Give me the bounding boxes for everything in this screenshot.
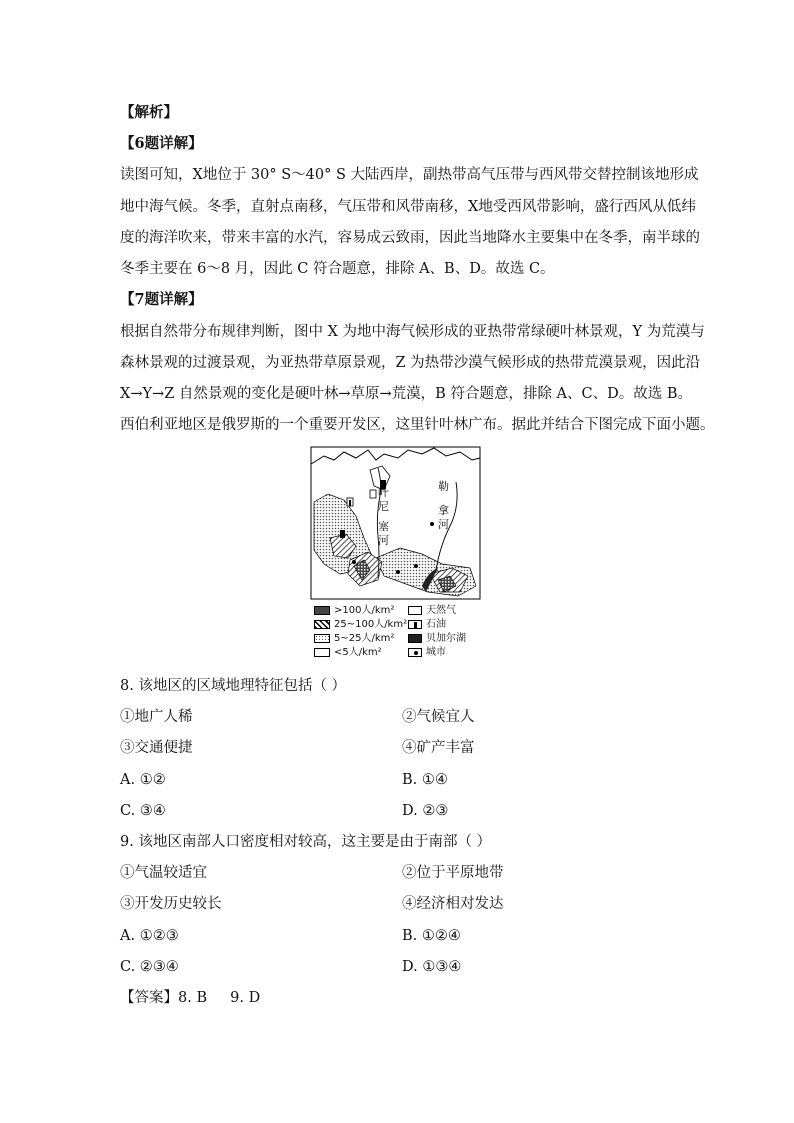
siberia-map bbox=[310, 446, 482, 664]
city-icon bbox=[396, 570, 400, 574]
legend-label: 贝加尔湖 bbox=[426, 633, 466, 644]
legend-label: 城市 bbox=[426, 647, 446, 658]
q9-choice-a: A. ①②③ bbox=[120, 928, 179, 944]
gas-icon bbox=[408, 606, 422, 615]
city-icon bbox=[352, 560, 356, 564]
q8-option: ③交通便捷 bbox=[120, 740, 193, 756]
q9-stem: 9. 该地区南部人口密度相对较高，这主要是由于南部（ ） bbox=[120, 834, 492, 850]
q9-choice-c: C. ②③④ bbox=[120, 959, 179, 975]
q7-line: 森林景观的过渡景观，为亚热带草原景观，Z 为热带沙漠气候形成的热带荒漠景观，因此沿 bbox=[120, 355, 701, 371]
q9-choice-d: D. ①③④ bbox=[402, 959, 462, 975]
legend-swatch-dots bbox=[314, 634, 330, 643]
legend-label: 5~25人/km² bbox=[334, 633, 395, 644]
city-icon bbox=[408, 648, 422, 657]
city-icon bbox=[430, 522, 434, 526]
intro-text: 西伯利亚地区是俄罗斯的一个重要开发区，这里针叶林广布。据此并结合下图完成下面小题。 bbox=[120, 417, 715, 433]
legend-label: 天然气 bbox=[426, 605, 456, 616]
q8-option: ①地广人稀 bbox=[120, 709, 193, 725]
q7-header: 【7题详解】 bbox=[120, 291, 203, 308]
yenisei-label: 叶 尼 塞 河 bbox=[378, 486, 389, 547]
oil-icon bbox=[340, 530, 345, 538]
q7-line: 根据自然带分布规律判断，图中 X 为地中海气候形成的亚热带常绿硬叶林景观，Y 为荒漠与 bbox=[120, 324, 705, 340]
legend-swatch-blank bbox=[314, 648, 330, 657]
gas-icon bbox=[370, 490, 376, 498]
baikal-icon bbox=[408, 634, 422, 643]
q9-option: ①气温较适宜 bbox=[120, 865, 207, 881]
city-icon bbox=[414, 564, 418, 568]
q6-header: 【6题详解】 bbox=[120, 135, 203, 152]
q8-choice-d: D. ②③ bbox=[402, 803, 449, 819]
answer-line: 【答案】8. B 9. D bbox=[120, 990, 261, 1006]
legend-label: <5人/km² bbox=[334, 647, 382, 658]
q6-line: 读图可知，X地位于 30° S～40° S 大陆西岸，副热带高气压带与西风带交替控制该地形成 bbox=[120, 167, 699, 183]
q8-stem: 8. 该地区的区域地理特征包括（ ） bbox=[120, 678, 347, 694]
gas-icon bbox=[347, 498, 353, 506]
legend-swatch-hatch bbox=[314, 620, 330, 629]
q8-option: ②气候宜人 bbox=[402, 709, 475, 725]
oil-icon bbox=[408, 620, 422, 629]
q8-option: ④矿产丰富 bbox=[402, 740, 475, 756]
q9-option: ④经济相对发达 bbox=[402, 896, 504, 912]
q9-choice-b: B. ①②④ bbox=[402, 928, 461, 944]
q8-choice-c: C. ③④ bbox=[120, 803, 166, 819]
analysis-header: 【解析】 bbox=[120, 104, 178, 121]
legend-swatch-dense bbox=[314, 606, 330, 615]
q6-line: 地中海气候。冬季，直射点南移，气压带和风带南移，X地受西风带影响，盛行西风从低纬 bbox=[120, 199, 696, 215]
legend-label: >100人/km² bbox=[334, 605, 395, 616]
q9-option: ③开发历史较长 bbox=[120, 896, 222, 912]
q8-choice-a: A. ①② bbox=[120, 772, 166, 788]
q8-choice-b: B. ①④ bbox=[402, 772, 448, 788]
q6-line: 冬季主要在 6～8 月，因此 C 符合题意，排除 A、B、D。故选 C。 bbox=[120, 261, 555, 277]
q6-line: 度的海洋吹来，带来丰富的水汽，容易成云致雨，因此当地降水主要集中在冬季，南半球的 bbox=[120, 230, 700, 246]
legend-label: 石油 bbox=[426, 619, 446, 630]
lena-label: 勒 拿 河 bbox=[438, 480, 449, 531]
q9-option: ②位于平原地带 bbox=[402, 865, 504, 881]
legend-label: 25~100人/km² bbox=[334, 619, 408, 630]
q7-line: X→Y→Z 自然景观的变化是硬叶林→草原→荒漠，B 符合题意，排除 A、C、D。故选 B。 bbox=[120, 386, 693, 402]
